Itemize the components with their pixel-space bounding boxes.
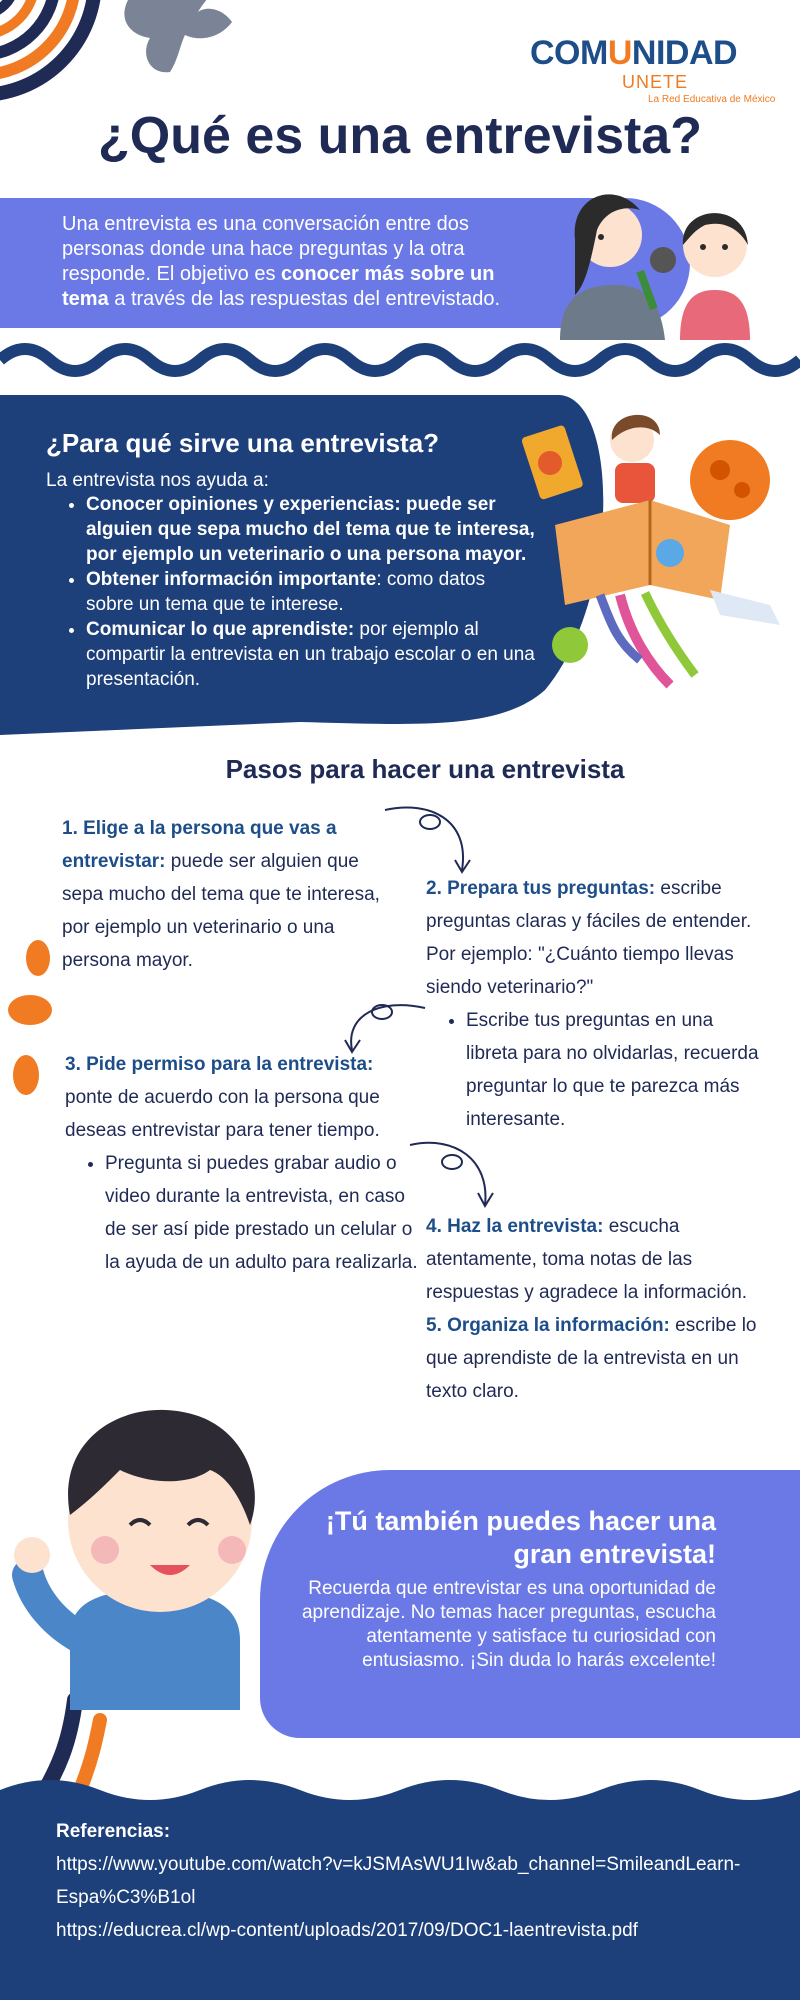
step-5: 5. Organiza la información: escribe lo que aprendiste de la entrevista en un texto claro. [426,1315,757,1402]
orange-stroke-decoration [80,1720,100,1790]
purpose-section [46,428,536,692]
page-title: ¿Qué es una entrevista? [98,107,702,165]
logo-subtitle: UNETE [622,72,689,92]
wavy-divider [0,349,800,371]
step-2-bullet: • Escribe tus preguntas en una libreta para no olvidarlas, recuerda preguntar lo que te parezca más interesante. [466,1004,766,1136]
arrow-step3-to-4 [410,1143,493,1206]
step-4: 4. Haz la entrevista: escucha atentamente, toma notas de las respuestas y agradece la información. [426,1216,748,1303]
step-2: 2. Prepara tus preguntas: escribe preguntas claras y fáciles de entender. Por ejemplo: "¿Cuánto tiempo llevas siendo veterinario?" • Escribe tus preguntas en una libreta para no olvidarlas, recuerda preguntar lo que te parezca más interesante. [426,872,766,1136]
step-3: 3. Pide permiso para la entrevista: ponte de acuerdo con la persona que deseas entrevistar para tener tiempo. • Pregunta si puedes grabar audio o video durante la entrevista, en caso de ser así pide prestado un celular o la ayuda de un adulto para realizarla. [65,1048,420,1279]
girl-reading-book-illustration [520,405,790,695]
intro-text: Una entrevista es una conversación entre dos personas donde una hace preguntas y la otra responde. El objetivo es conocer más sobre un tema a través de las respuestas del entrevistado. [62,213,501,310]
references-heading: Referencias: [56,1821,171,1842]
purpose-item: • Conocer opiniones y experiencias: puede ser alguien que sepa mucho del tema que te interesa, por ejemplo un veterinario o una persona mayor. [86,492,536,567]
purpose-item: • Comunicar lo que aprendiste: por ejemplo al compartir la entrevista en un trabajo escolar o en una presentación. [86,617,536,692]
step-4-and-5 [426,1210,776,1408]
references-section [56,1815,776,1947]
reference-link-youtube[interactable]: https://www.youtube.com/watch?v=kJSMAsWU1Iw&ab_channel=SmileandLearn-Espa%C3%B1ol [56,1854,741,1908]
reference-link-educrea[interactable]: https://educrea.cl/wp-content/uploads/2017/09/DOC1-laentrevista.pdf [56,1920,638,1941]
arrow-step2-to-3 [345,1005,425,1052]
purpose-lead: La entrevista nos ayuda a: [46,470,269,491]
arc-decoration-top-left [0,0,95,95]
logo-tagline: La Red Educativa de México [648,94,776,105]
logo-wordmark: COMUNIDAD [530,34,738,72]
purpose-item: • Obtener información importante: como datos sobre un tema que te interese. [86,567,536,617]
closing-text: Recuerda que entrevistar es una oportunidad de aprendizaje. No temas hacer preguntas, escucha atentamente y satisface tu curiosidad con entusiasmo. ¡Sin duda lo harás excelente! [301,1578,716,1671]
step-1: 1. Elige a la persona que vas a entrevistar: puede ser alguien que sepa mucho del tema que te interesa, por ejemplo un veterinario o una persona mayor. [62,818,380,971]
waving-boy-illustration [10,1375,300,1710]
comunidad-unete-logo [530,28,780,108]
closing-section [260,1505,716,1673]
orange-dots-decoration [8,940,52,1095]
purpose-list [86,492,536,692]
closing-heading: ¡Tú también puedes hacer una gran entrevista! [325,1506,716,1569]
step-3-bullet: • Pregunta si puedes grabar audio o video durante la entrevista, en caso de ser así pide prestado un celular o la ayuda de un adulto para realizarla. [105,1147,420,1279]
purpose-heading: ¿Para qué sirve una entrevista? [46,428,440,458]
grey-splat-decoration [124,0,232,72]
steps-heading: Pasos para hacer una entrevista [225,754,625,784]
interview-kids-illustration [545,175,760,340]
